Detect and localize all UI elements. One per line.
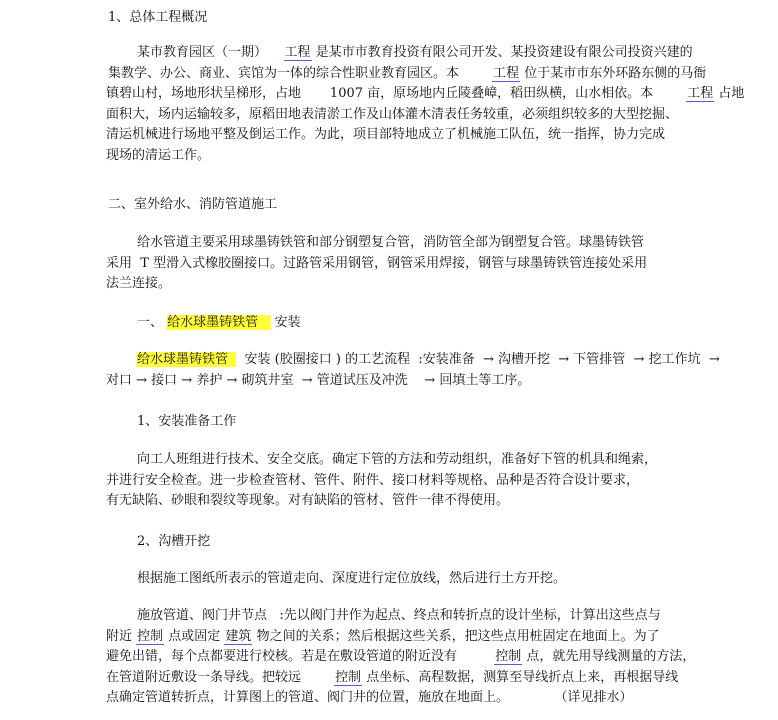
text-run: 现场的清运工作。 bbox=[106, 147, 211, 163]
text-run: 占地 bbox=[714, 86, 745, 101]
section-heading-1: 1、总体工程概况 bbox=[108, 10, 208, 25]
text-line bbox=[106, 276, 171, 292]
text-line bbox=[108, 66, 706, 82]
text-line bbox=[106, 649, 695, 665]
text-line bbox=[137, 608, 661, 624]
keyword-link[interactable]: 工程 bbox=[493, 65, 520, 81]
text-run: 点，就先用导线测量的方法， bbox=[522, 649, 696, 664]
text-run: 点确定管道转折点，计算图上的管道、阀门井的位置，施放在地面上。 （详见排水） bbox=[106, 690, 633, 705]
text-line bbox=[106, 493, 509, 509]
text-run: 点或固定 bbox=[164, 628, 225, 644]
text-run: 法兰连接。 bbox=[106, 276, 172, 291]
text-run: 是某市市教育投资有限公司开发、某投资建设有限公司投资兴建的 bbox=[311, 45, 693, 60]
text-line bbox=[137, 315, 301, 331]
text-run: 向工人班组进行技术、安全交底。确定下管的方法和劳动组织，准备好下管的机具和绳索， bbox=[137, 452, 658, 467]
section-heading-trench: 2、沟槽开挖 bbox=[137, 534, 211, 549]
text-run: 物之间的关系；然后根据这些关系，把这些点用桩固定在地面上。为了 bbox=[252, 628, 660, 644]
text-run: 镇碧山村，场地形状呈梯形，占地 1007 亩，原场地内丘陵叠嶂，稻田纵横，山水相依。本 bbox=[106, 86, 687, 101]
text-run: 采用 T 型滑入式橡胶圈接口。过路管采用钢管，钢管采用焊接，钢管与球墨铸铁管连接处采用 bbox=[106, 255, 648, 271]
text-run: 位于某市市东外环路东侧的马衙 bbox=[520, 65, 707, 81]
text-run: 在管道附近敷设一条导线。把较远 bbox=[106, 669, 335, 685]
keyword-link[interactable]: 工程 bbox=[687, 86, 714, 101]
text-run: 集教学、办公、商业、宾馆为一体的综合性职业教育园区。本 bbox=[108, 65, 493, 81]
keyword-link[interactable]: 工程 bbox=[284, 45, 311, 60]
text-line bbox=[106, 670, 678, 686]
text-run: 某市教育园区（一期） bbox=[137, 45, 284, 60]
section-heading-prep: 1、安装准备工作 bbox=[137, 414, 237, 429]
text-line bbox=[106, 473, 639, 489]
keyword-link[interactable]: 控制 bbox=[335, 669, 362, 685]
text-run: 面积大，场内运输较多，原稻田地表清淤工作及山体灌木清表任务较重，必须组织较多的大型挖掘、 bbox=[106, 106, 679, 122]
text-line bbox=[137, 352, 720, 368]
text-line bbox=[137, 45, 693, 61]
text-line bbox=[106, 629, 660, 645]
text-run: 避免出错，每个点都要进行校核。若是在敷设管道的附近没有 bbox=[106, 649, 495, 664]
text-run: 施放管道、阀门井节点 :先以阀门井作为起点、终点和转折点的设计坐标，计算出这些点与 bbox=[137, 608, 661, 623]
text-run: 点坐标、高程数据，测算至导线折点上来，再根据导线 bbox=[362, 669, 679, 685]
keyword-link[interactable]: 建筑 bbox=[225, 628, 252, 644]
text-line bbox=[106, 148, 210, 164]
text-line bbox=[106, 373, 530, 389]
highlighted-text: 给水球墨铸铁管 bbox=[137, 352, 237, 367]
text-run: 清运机械进行场地平整及倒运工作。为此，项目部特地成立了机械施工队伍，统一指挥，协力完成 bbox=[106, 127, 666, 142]
text-line bbox=[106, 86, 744, 102]
text-run: 并进行安全检查。进一步检查管材、管件、附件、接口材料等规格、品种是否符合设计要求， bbox=[106, 472, 640, 488]
text-run: 对口 → 接口 → 养护 → 砌筑井室 → 管道试压及冲洗 → 回填土等工序。 bbox=[106, 372, 531, 388]
text-run: 给水管道主要采用球墨铸铁管和部分钢塑复合管，消防管全部为钢塑复合管。球墨铸铁管 bbox=[137, 235, 645, 250]
section-heading-2: 二、室外给水、消防管道施工 bbox=[108, 197, 278, 212]
highlighted-text: 给水球墨铸铁管 bbox=[167, 315, 271, 330]
text-line bbox=[106, 690, 632, 706]
text-line bbox=[137, 235, 644, 251]
keyword-link[interactable]: 控制 bbox=[137, 628, 164, 644]
text-run: 附近 bbox=[106, 628, 137, 644]
text-run: 有无缺陷、砂眼和裂纹等现象。对有缺陷的管材、管件一律不得使用。 bbox=[106, 493, 510, 508]
text-run: 安装 bbox=[270, 315, 301, 330]
text-line bbox=[106, 256, 647, 272]
text-line bbox=[106, 107, 678, 123]
text-run: 安装 (胶圈接口 ) 的工艺流程 :安装准备 → 沟槽开挖 → 下管排管 → 挖工作坑 → bbox=[236, 352, 720, 367]
text-line bbox=[137, 571, 566, 587]
keyword-link[interactable]: 控制 bbox=[495, 649, 522, 664]
text-run: 根据施工图纸所表示的管道走向、深度进行定位放线，然后进行土方开挖。 bbox=[137, 571, 567, 586]
text-line bbox=[106, 127, 665, 143]
text-run: 一、 bbox=[137, 315, 168, 330]
text-line bbox=[137, 452, 657, 468]
